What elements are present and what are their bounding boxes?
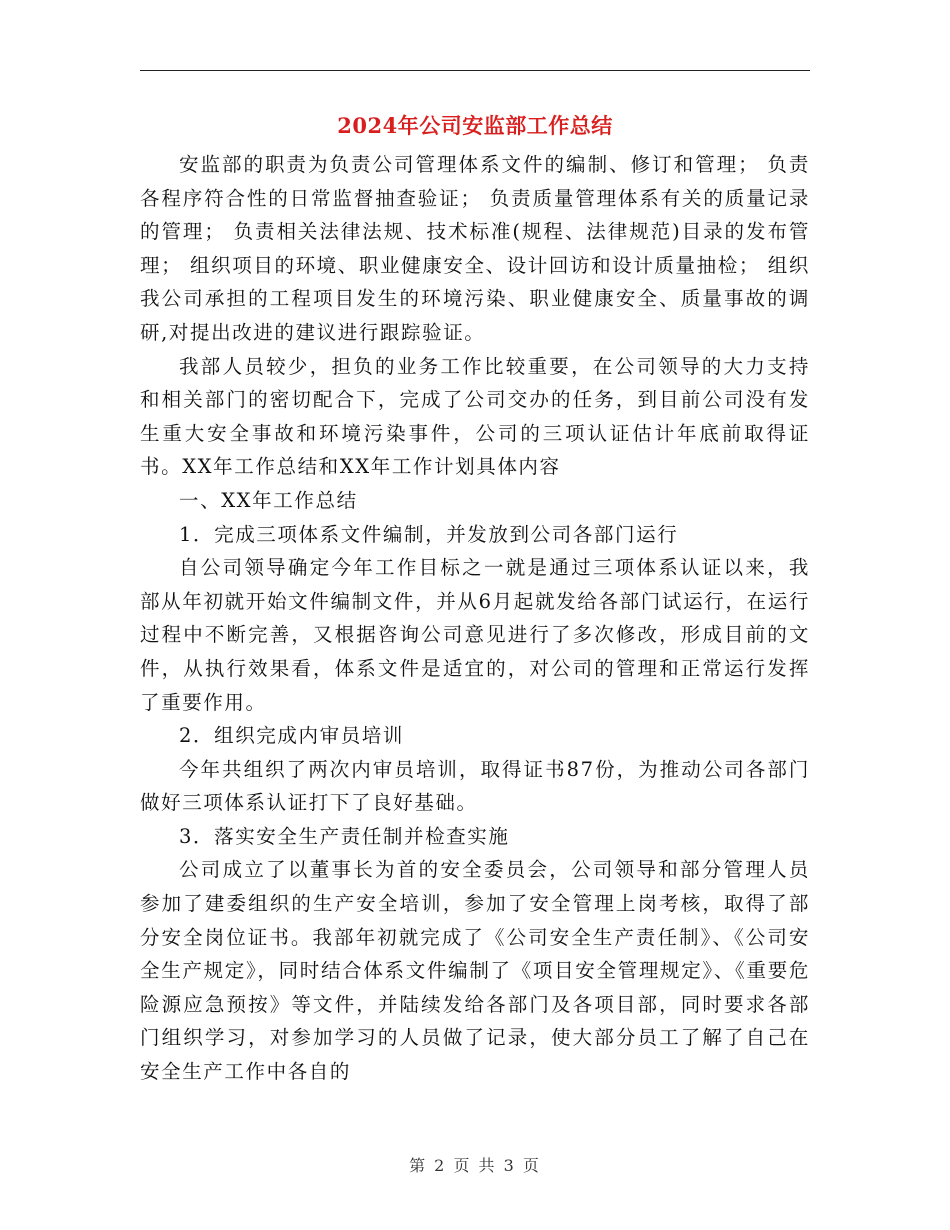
paragraph-responsibilities: 安监部的职责为负责公司管理体系文件的编制、修订和管理； 负责各程序符合性的日常监督抽查验证； 负责质量管理体系有关的质量记录的管理； 负责相关法律法规、技术标准(规程、法律规范)目录的发布管理； 组织项目的环境、职业健康安全、设计回访和设计质量抽检； 组织我公司承担的工程项目发生的环境污染、职业健康安全、质量事故的调研,对提出改进的建议进行跟踪验证。 bbox=[140, 153, 810, 344]
document-title: 2024年公司安监部工作总结 bbox=[337, 113, 613, 138]
page-footer: 第 2 页 共 3 页 bbox=[409, 1156, 541, 1175]
item-body-1: 自公司领导确定今年工作目标之一就是通过三项体系认证以来，我部从年初就开始文件编制文件，并从6月起就发给各部门试运行，在运行过程中不断完善，又根据咨询公司意见进行了多次修改，形成目前的文件，从执行效果看，体系文件是适宜的，对公司的管理和正常运行发挥了重要作用。 bbox=[140, 556, 810, 714]
item-body-2: 今年共组织了两次内审员培训，取得证书87份，为推动公司各部门做好三项体系认证打下了良好基础。 bbox=[140, 757, 810, 815]
item-heading-2: 2．组织完成内审员培训 bbox=[179, 724, 405, 748]
item-heading-1: 1．完成三项体系文件编制，并发放到公司各部门运行 bbox=[179, 522, 679, 546]
document-body bbox=[140, 148, 810, 1089]
item-heading-3: 3．落实安全生产责任制并检查实施 bbox=[179, 824, 510, 848]
header-rule bbox=[140, 70, 810, 71]
item-body-3: 公司成立了以董事长为首的安全委员会，公司领导和部分管理人员参加了建委组织的生产安全培训，参加了安全管理上岗考核，取得了部分安全岗位证书。我部年初就完成了《公司安全生产责任制》、《公司安全生产规定》，同时结合体系文件编制了《项目安全管理规定》、《重要危险源应急预按》等文件，并陆续发给各部门及各项目部，同时要求各部门组织学习，对参加学习的人员做了记录，使大部分员工了解了自己在安全生产工作中各自的 bbox=[140, 858, 810, 1084]
paragraph-overview: 我部人员较少，担负的业务工作比较重要，在公司领导的大力支持和相关部门的密切配合下，完成了公司交办的任务，到目前公司没有发生重大安全事故和环境污染事件，公司的三项认证估计年底前取得证书。XX年工作总结和XX年工作计划具体内容 bbox=[140, 354, 810, 479]
section-heading: 一、XX年工作总结 bbox=[179, 488, 358, 512]
